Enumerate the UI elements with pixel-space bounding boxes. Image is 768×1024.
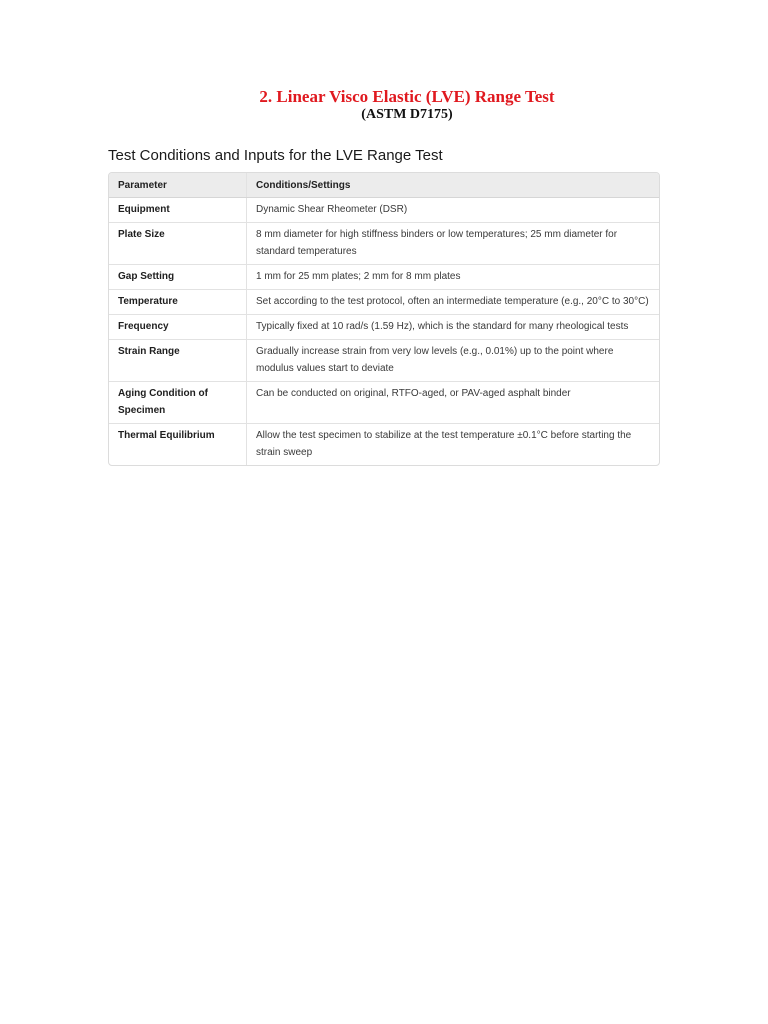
test-conditions-table (108, 172, 660, 466)
conditions-cell: 1 mm for 25 mm plates; 2 mm for 8 mm plates (247, 265, 660, 290)
parameter-cell: Thermal Equilibrium (109, 424, 247, 466)
table-header (109, 173, 659, 198)
conditions-table (109, 173, 659, 465)
conditions-cell: 8 mm diameter for high stiffness binders or low temperatures; 25 mm diameter for standard temperatures (247, 223, 660, 265)
conditions-cell: Set according to the test protocol, often an intermediate temperature (e.g., 20°C to 30°C) (247, 290, 660, 315)
parameter-cell: Frequency (109, 315, 247, 340)
table-row (109, 265, 659, 290)
table-row (109, 198, 659, 223)
document-title: 2. Linear Visco Elastic (LVE) Range Test (259, 87, 555, 106)
parameter-cell: Gap Setting (109, 265, 247, 290)
table-row (109, 290, 659, 315)
header-conditions-settings: Conditions/Settings (247, 173, 660, 198)
parameter-cell: Aging Condition of Specimen (109, 382, 247, 424)
table-header-row (109, 173, 659, 198)
parameter-cell: Equipment (109, 198, 247, 223)
table-row (109, 315, 659, 340)
parameter-cell: Strain Range (109, 340, 247, 382)
document-subtitle: (ASTM D7175) (361, 107, 453, 122)
conditions-cell: Allow the test specimen to stabilize at the test temperature ±0.1°C before starting the strain sweep (247, 424, 660, 466)
table-row (109, 340, 659, 382)
table-row (109, 382, 659, 424)
conditions-cell: Can be conducted on original, RTFO-aged, or PAV-aged asphalt binder (247, 382, 660, 424)
table-row (109, 223, 659, 265)
table-row (109, 424, 659, 466)
header-parameter: Parameter (109, 173, 247, 198)
section-heading: Test Conditions and Inputs for the LVE Range Test (108, 147, 443, 164)
table-body (109, 198, 659, 466)
conditions-cell: Dynamic Shear Rheometer (DSR) (256, 204, 408, 215)
parameter-cell: Temperature (109, 290, 247, 315)
conditions-cell: Gradually increase strain from very low levels (e.g., 0.01%) up to the point where modulus values start to deviate (247, 340, 660, 382)
parameter-cell: Plate Size (109, 223, 247, 265)
conditions-cell: Typically fixed at 10 rad/s (1.59 Hz), which is the standard for many rheological tests (247, 315, 660, 340)
